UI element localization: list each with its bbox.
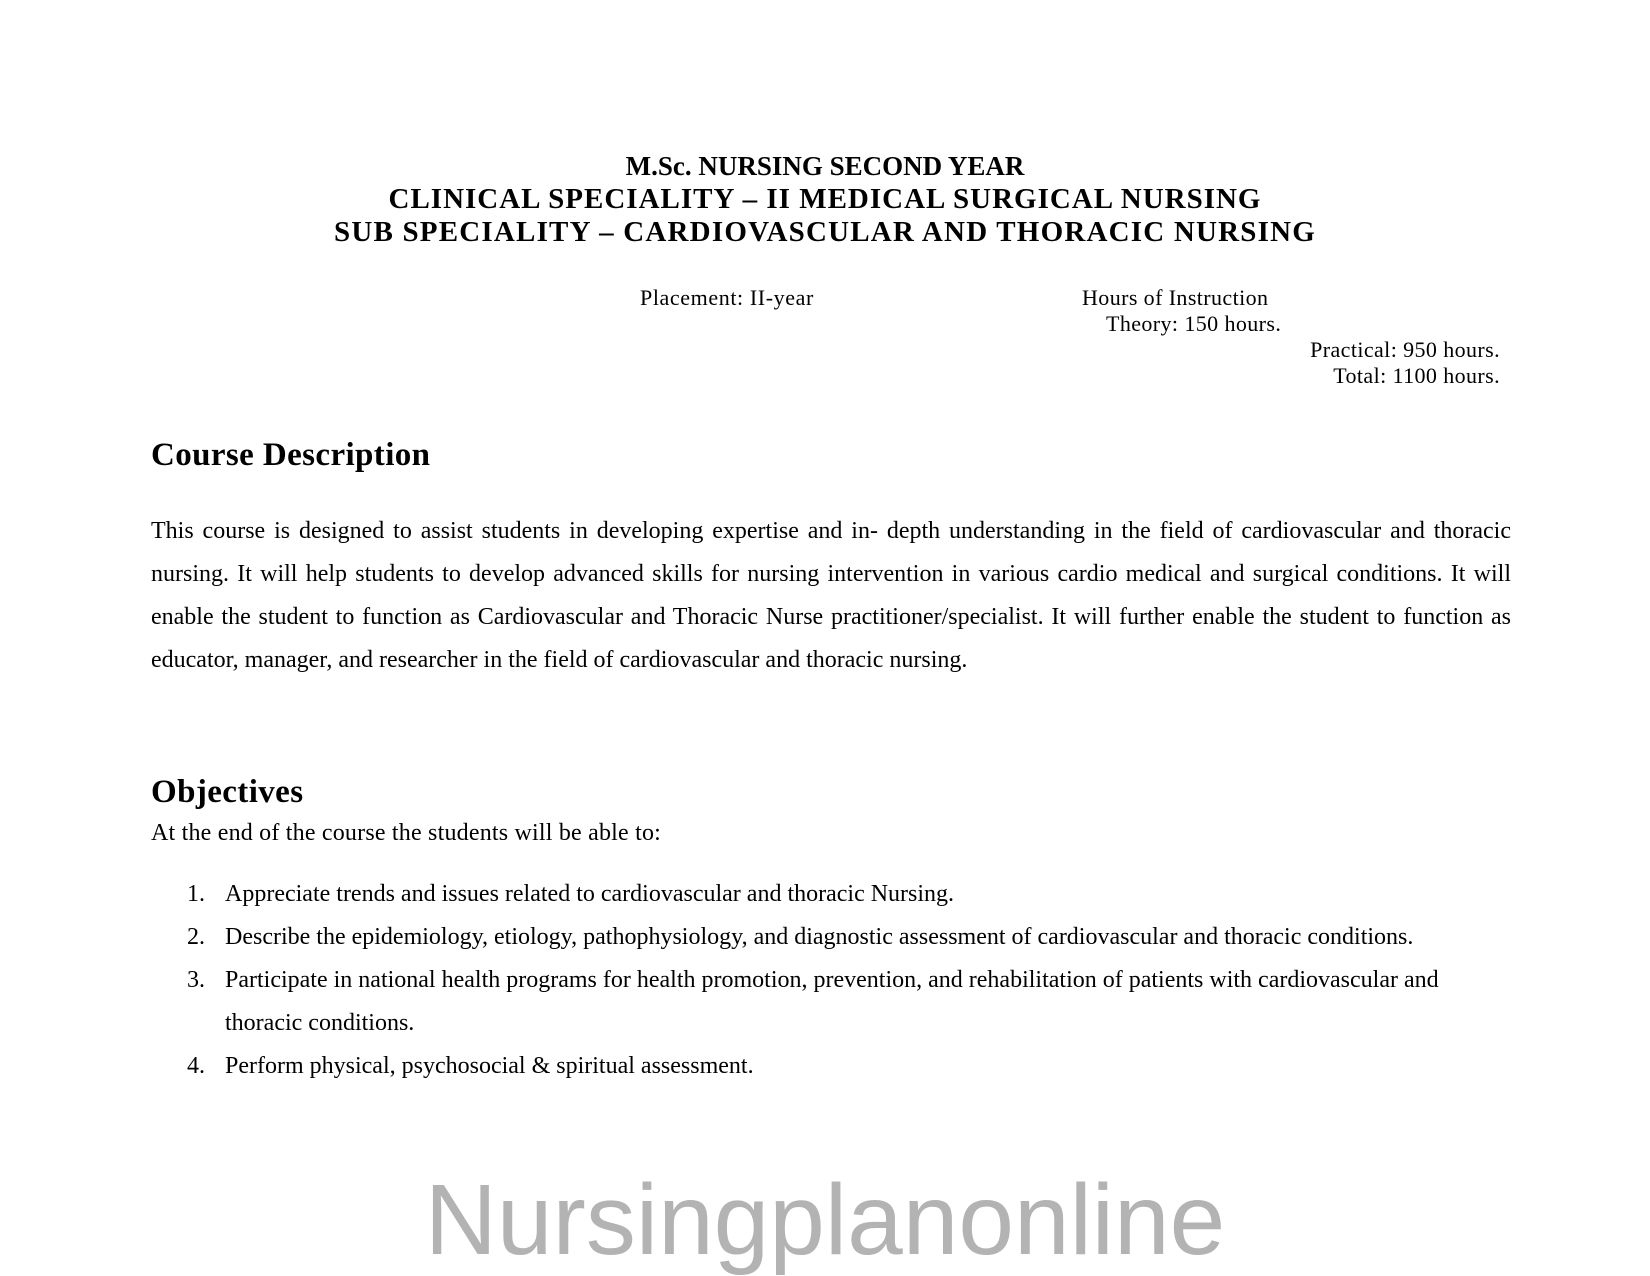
objective-number: 1. — [187, 881, 205, 907]
objective-text: Describe the epidemiology, etiology, pathophysiology, and diagnostic assessment of cardiovascular and thoracic conditions. — [225, 924, 1414, 950]
hours-title: Hours of Instruction — [1082, 285, 1269, 310]
objective-item — [151, 959, 1451, 1045]
objectives-heading: Objectives — [151, 774, 304, 810]
objective-text: Perform physical, psychosocial & spiritual assessment. — [225, 1053, 754, 1079]
objectives-intro: At the end of the course the students will be able to: — [151, 820, 662, 846]
title-line-sub-speciality: SUB SPECIALITY – CARDIOVASCULAR AND THORACIC NURSING — [334, 216, 1316, 248]
objective-text: Appreciate trends and issues related to cardiovascular and thoracic Nursing. — [225, 881, 955, 907]
objective-text: Participate in national health programs for health promotion, prevention, and rehabilitation of patients with cardiovascular and thoracic conditions. — [225, 967, 1439, 1036]
objective-number: 4. — [187, 1053, 205, 1079]
objective-number: 2. — [187, 924, 205, 950]
hours-practical: Practical: 950 hours. — [1310, 337, 1500, 362]
objective-number: 3. — [187, 967, 205, 993]
hours-of-instruction — [1080, 285, 1500, 389]
hours-theory: Theory: 150 hours. — [1106, 311, 1282, 336]
document-title-block — [0, 150, 1650, 249]
objectives-list — [151, 873, 1451, 1088]
objective-item — [151, 916, 1451, 959]
objective-item — [151, 1045, 1451, 1088]
objective-item — [151, 873, 1451, 916]
title-line-program: M.Sc. NURSING SECOND YEAR — [625, 151, 1025, 181]
course-description-text: This course is designed to assist students in developing expertise and in- depth understanding in the field of cardiovascular and thoracic nursing. It will help students to develop advanced skills for nursing intervention in various cardio medical and surgical conditions. It will enable the student to function as Cardiovascular and Thoracic Nurse practitioner/specialist. It will further enable the student to function as educator, manager, and researcher in the field of cardiovascular and thoracic nursing. — [151, 518, 1511, 673]
course-description-heading: Course Description — [151, 437, 431, 473]
placement-text: Placement: II-year — [640, 285, 814, 310]
watermark-text: Nursingplanonline — [424, 1164, 1226, 1276]
hours-total: Total: 1100 hours. — [1333, 363, 1500, 388]
title-line-speciality: CLINICAL SPECIALITY – II MEDICAL SURGICAL NURSING — [388, 183, 1262, 215]
